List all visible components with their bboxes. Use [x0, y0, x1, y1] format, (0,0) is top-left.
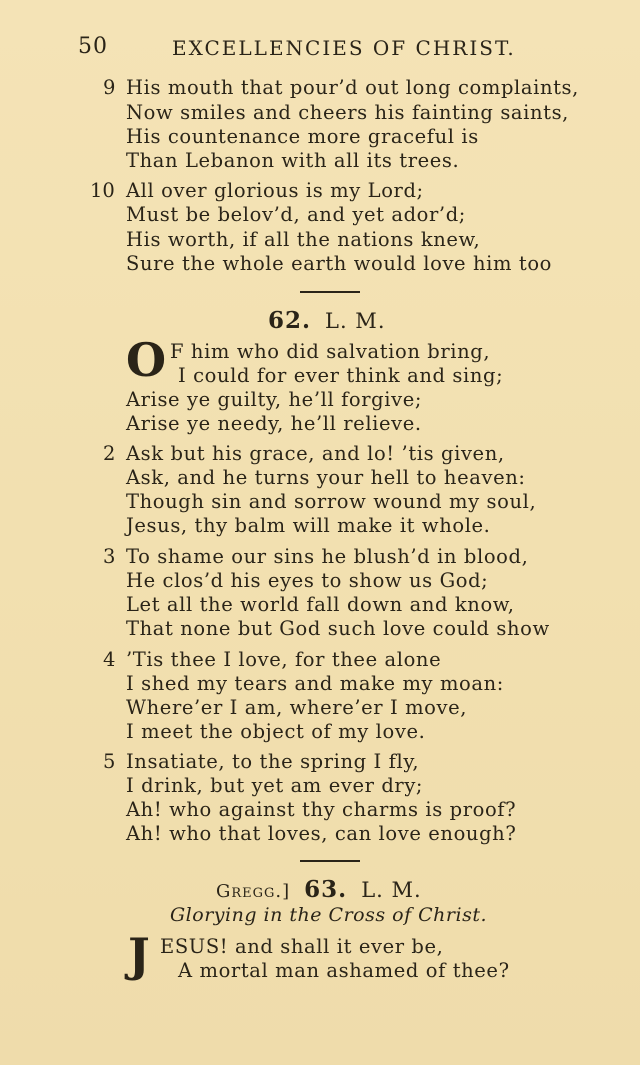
verse-line: His mouth that pour’d out long complaints,: [126, 76, 579, 99]
page-number: 50: [78, 34, 108, 59]
verse-line: Jesus, thy balm will make it whole.: [126, 514, 491, 537]
verse-line: He clos’d his eyes to show us God;: [126, 569, 489, 592]
verse-line: Ask but his grace, and lo! ’tis given,: [126, 442, 505, 465]
verse-line: Insatiate, to the spring I fly,: [126, 750, 420, 773]
hymn-meter: L. M.: [361, 878, 422, 902]
verse-line: Now smiles and cheers his fainting saints,: [126, 101, 569, 124]
verse-line: Must be belov’d, and yet ador’d;: [126, 203, 466, 226]
verse-line: I shed my tears and make my moan:: [126, 672, 504, 695]
verse-line: Though sin and sorrow wound my soul,: [126, 490, 537, 513]
verse-line: Let all the world fall down and know,: [126, 593, 515, 616]
hymn-62-heading: [268, 307, 386, 334]
section-rule: [300, 860, 360, 862]
verse-line: Arise ye guilty, he’ll forgive;: [126, 388, 423, 411]
hymn-number: 62.: [268, 307, 312, 334]
stanza-number: 2: [103, 442, 116, 465]
verse-line: To shame our sins he blush’d in blood,: [126, 545, 529, 568]
drop-cap: J: [128, 928, 150, 982]
verse-line: Where’er I am, where’er I move,: [126, 696, 468, 719]
verse-line: ’Tis thee I love, for thee alone: [126, 648, 442, 671]
verse-line: I could for ever think and sing;: [178, 364, 504, 387]
stanza-number: 9: [103, 76, 116, 99]
verse-line: Sure the whole earth would love him too: [126, 252, 552, 275]
hymn-meter: L. M.: [325, 309, 386, 333]
page-header: [0, 34, 640, 64]
verse-line: Than Lebanon with all its trees.: [126, 149, 460, 172]
verse-line: ESUS! and shall it ever be,: [160, 935, 444, 958]
hymn-number: 63.: [304, 876, 348, 903]
verse-line: Ah! who that loves, can love enough?: [126, 822, 517, 845]
verse-line: That none but God such love could show: [126, 617, 550, 640]
hymn-subtitle: Glorying in the Cross of Christ.: [170, 904, 488, 926]
verse-line: A mortal man ashamed of thee?: [178, 959, 510, 982]
verse-line: His countenance more graceful is: [126, 125, 479, 148]
hymn-63-heading: [216, 876, 422, 903]
composer-name: Gregg.]: [216, 881, 291, 902]
stanza-number: 5: [103, 750, 116, 773]
verse-line: All over glorious is my Lord;: [126, 179, 424, 202]
stanza-number: 3: [103, 545, 116, 568]
stanza-number: 4: [103, 648, 116, 671]
verse-line: Ah! who against thy charms is proof?: [126, 798, 517, 821]
verse-line: Arise ye needy, he’ll relieve.: [126, 412, 422, 435]
verse-line: I drink, but yet am ever dry;: [126, 774, 424, 797]
verse-line: Ask, and he turns your hell to heaven:: [126, 466, 526, 489]
stanza-number: 10: [90, 179, 115, 202]
running-title: EXCELLENCIES OF CHRIST.: [172, 36, 516, 60]
drop-cap: O: [126, 333, 167, 387]
verse-line: F him who did salvation bring,: [170, 340, 491, 363]
verse-line: I meet the object of my love.: [126, 720, 426, 743]
verse-line: His worth, if all the nations knew,: [126, 228, 481, 251]
section-rule: [300, 291, 360, 293]
